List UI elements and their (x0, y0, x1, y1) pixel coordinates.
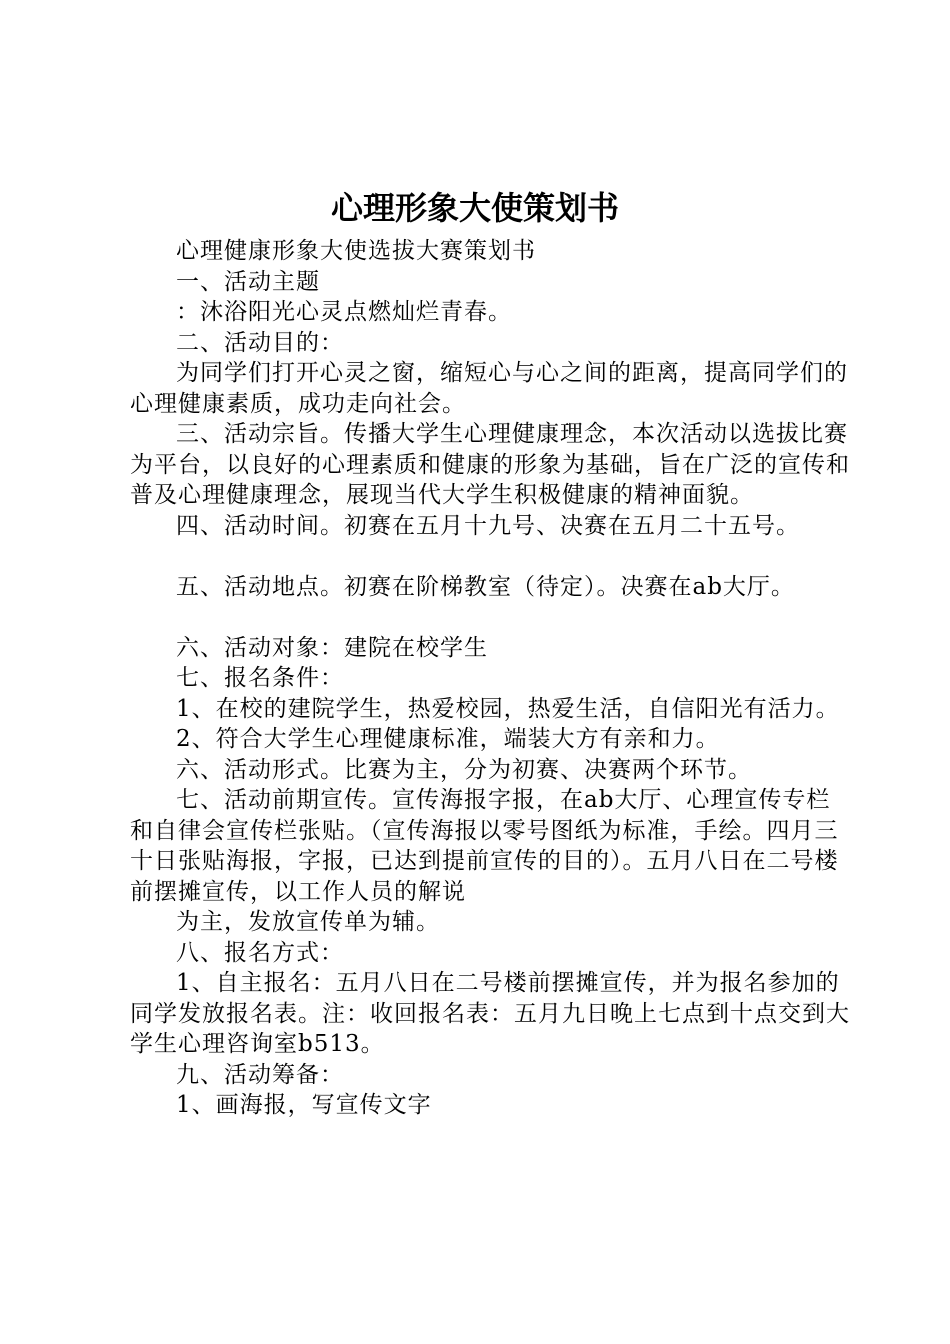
paragraph: ：沐浴阳光心灵点燃灿烂青春。 (176, 299, 512, 325)
paragraph: 五、活动地点。初赛在阶梯教室（待定）。决赛在ab大厅。 (176, 573, 795, 600)
paragraph: 二、活动目的： (176, 329, 344, 356)
paragraph: 1、画海报，写宣传文字 (176, 1092, 432, 1118)
document-body (130, 236, 850, 1121)
paragraph: 九、活动筹备： (176, 1061, 344, 1088)
document-title: 心理形象大使策划书 (330, 189, 619, 227)
paragraph: 三、活动宗旨。传播大学生心理健康理念，本次活动以选拔比赛为平台，以良好的心理素质和健康的形象为基础，旨在广泛的宣传和普及心理健康理念，展现当代大学生积极健康的精神面貌。 (130, 421, 850, 508)
paragraph: 心理健康形象大使选拔大赛策划书 (176, 238, 536, 264)
paragraph: 为同学们打开心灵之窗，缩短心与心之间的距离，提高同学们的心理健康素质，成功走向社会。 (130, 360, 848, 417)
paragraph: 为主，发放宣传单为辅。 (176, 909, 440, 935)
paragraph: 四、活动时间。初赛在五月十九号、决赛在五月二十五号。 (176, 512, 800, 539)
paragraph: 六、活动形式。比赛为主，分为初赛、决赛两个环节。 (176, 756, 752, 783)
paragraph: 六、活动对象：建院在校学生 (176, 634, 488, 661)
paragraph: 1、在校的建院学生，热爱校园，热爱生活，自信阳光有活力。 (176, 695, 840, 722)
paragraph: 八、报名方式： (176, 939, 344, 966)
paragraph: 一、活动主题 (176, 268, 320, 295)
paragraph: 七、活动前期宣传。宣传海报字报，在ab大厅、心理宣传专栏和自律会宣传栏张贴。（宣传海报以零号图纸为标准，手绘。四月三十日张贴海报，字报，已达到提前宣传的目的）。五月八日在二号楼前摆摊宣传，以工作人员的解说 (130, 787, 839, 905)
paragraph: 2、符合大学生心理健康标准，端装大方有亲和力。 (176, 726, 720, 752)
paragraph: 七、报名条件： (176, 665, 344, 691)
paragraph: 1、自主报名：五月八日在二号楼前摆摊宣传，并为报名参加的同学发放报名表。注：收回报名表：五月九日晚上七点到十点交到大学生心理咨询室b513。 (130, 970, 850, 1057)
